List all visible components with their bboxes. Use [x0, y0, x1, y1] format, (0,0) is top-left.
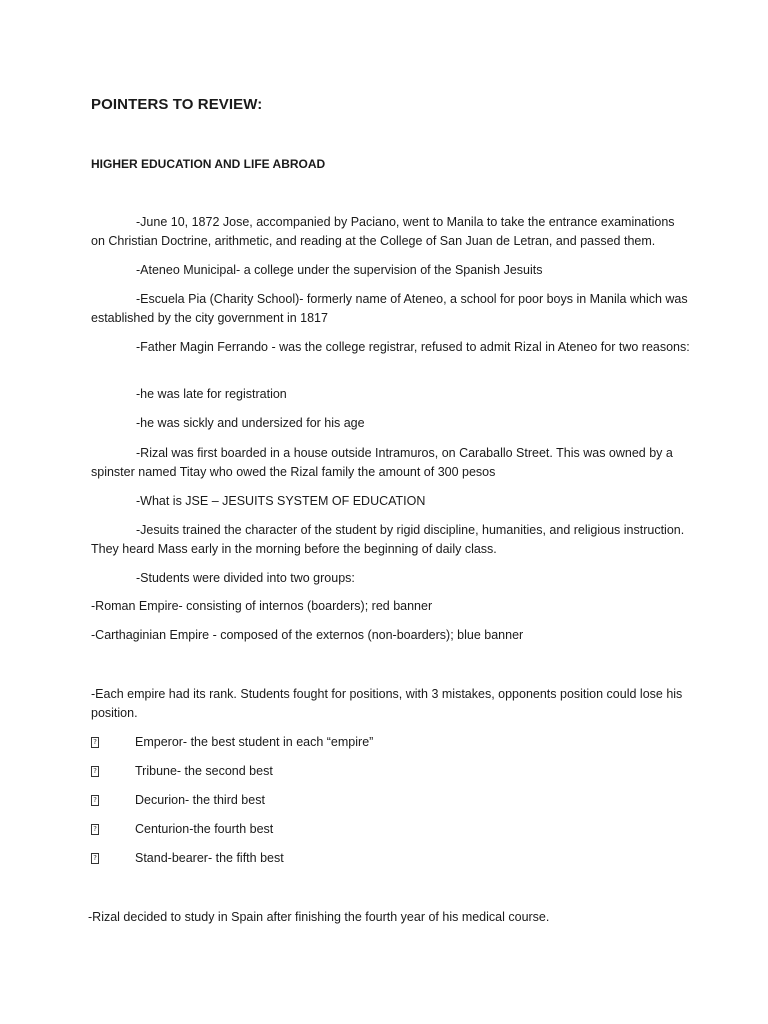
missing-glyph-icon: ?: [92, 854, 98, 862]
rank-tribune: Tribune- the second best: [135, 764, 273, 778]
missing-glyph-icon: ?: [92, 796, 98, 804]
paragraph-magin-ferrando: -Father Magin Ferrando - was the college registrar, refused to admit Rizal in Ateneo for two reasons:: [136, 340, 690, 354]
paragraph-roman-empire: -Roman Empire- consisting of internos (boarders); red banner: [91, 599, 433, 613]
paragraph-ateneo-municipal: -Ateneo Municipal- a college under the supervision of the Spanish Jesuits: [136, 263, 543, 277]
paragraph-reason-sickly: -he was sickly and undersized for his age: [136, 416, 365, 430]
section-heading: HIGHER EDUCATION AND LIFE ABROAD: [91, 157, 326, 171]
paragraph-two-groups: -Students were divided into two groups:: [136, 571, 355, 585]
paragraph-jesuit-training: -Jesuits trained the character of the student by rigid discipline, humanities, and religious instruction. They heard Mass early in the morning before the beginning of daily class.: [91, 523, 685, 556]
document-title: POINTERS TO REVIEW:: [91, 96, 263, 113]
paragraph-escuela-pia: -Escuela Pia (Charity School)- formerly name of Ateneo, a school for poor boys in Manila which was established by the city government in 1817: [91, 292, 688, 325]
paragraph-reason-late: -he was late for registration: [136, 387, 287, 401]
list-item: [91, 820, 273, 839]
missing-glyph-icon: ?: [92, 738, 98, 746]
paragraph-spain-decision: -Rizal decided to study in Spain after finishing the fourth year of his medical course.: [88, 910, 550, 924]
rank-emperor: Emperor- the best student in each “empire”: [135, 735, 374, 749]
paragraph-boarding-house: -Rizal was first boarded in a house outside Intramuros, on Caraballo Street. This was owned by a spinster named Titay who owed the Rizal family the amount of 300 pesos: [91, 446, 673, 479]
list-item: [91, 762, 273, 781]
missing-glyph-icon: ?: [92, 825, 98, 833]
paragraph-carthaginian-empire: -Carthaginian Empire - composed of the externos (non-boarders); blue banner: [91, 628, 524, 642]
paragraph-empire-rank: -Each empire had its rank. Students fought for positions, with 3 mistakes, opponents position could lose his position.: [91, 687, 683, 720]
rank-decurion: Decurion- the third best: [135, 793, 265, 807]
list-item: [91, 733, 373, 752]
rank-stand-bearer: Stand-bearer- the fifth best: [135, 851, 284, 865]
list-item: [91, 791, 265, 810]
paragraph-jse: -What is JSE – JESUITS SYSTEM OF EDUCATION: [136, 494, 426, 508]
missing-glyph-icon: ?: [92, 767, 98, 775]
paragraph-letran-exam: -June 10, 1872 Jose, accompanied by Paciano, went to Manila to take the entrance examinations on Christian Doctrine, arithmetic, and reading at the College of San Juan de Letran, and passed them.: [91, 215, 675, 248]
rank-centurion: Centurion-the fourth best: [135, 822, 274, 836]
list-item: [91, 849, 284, 868]
